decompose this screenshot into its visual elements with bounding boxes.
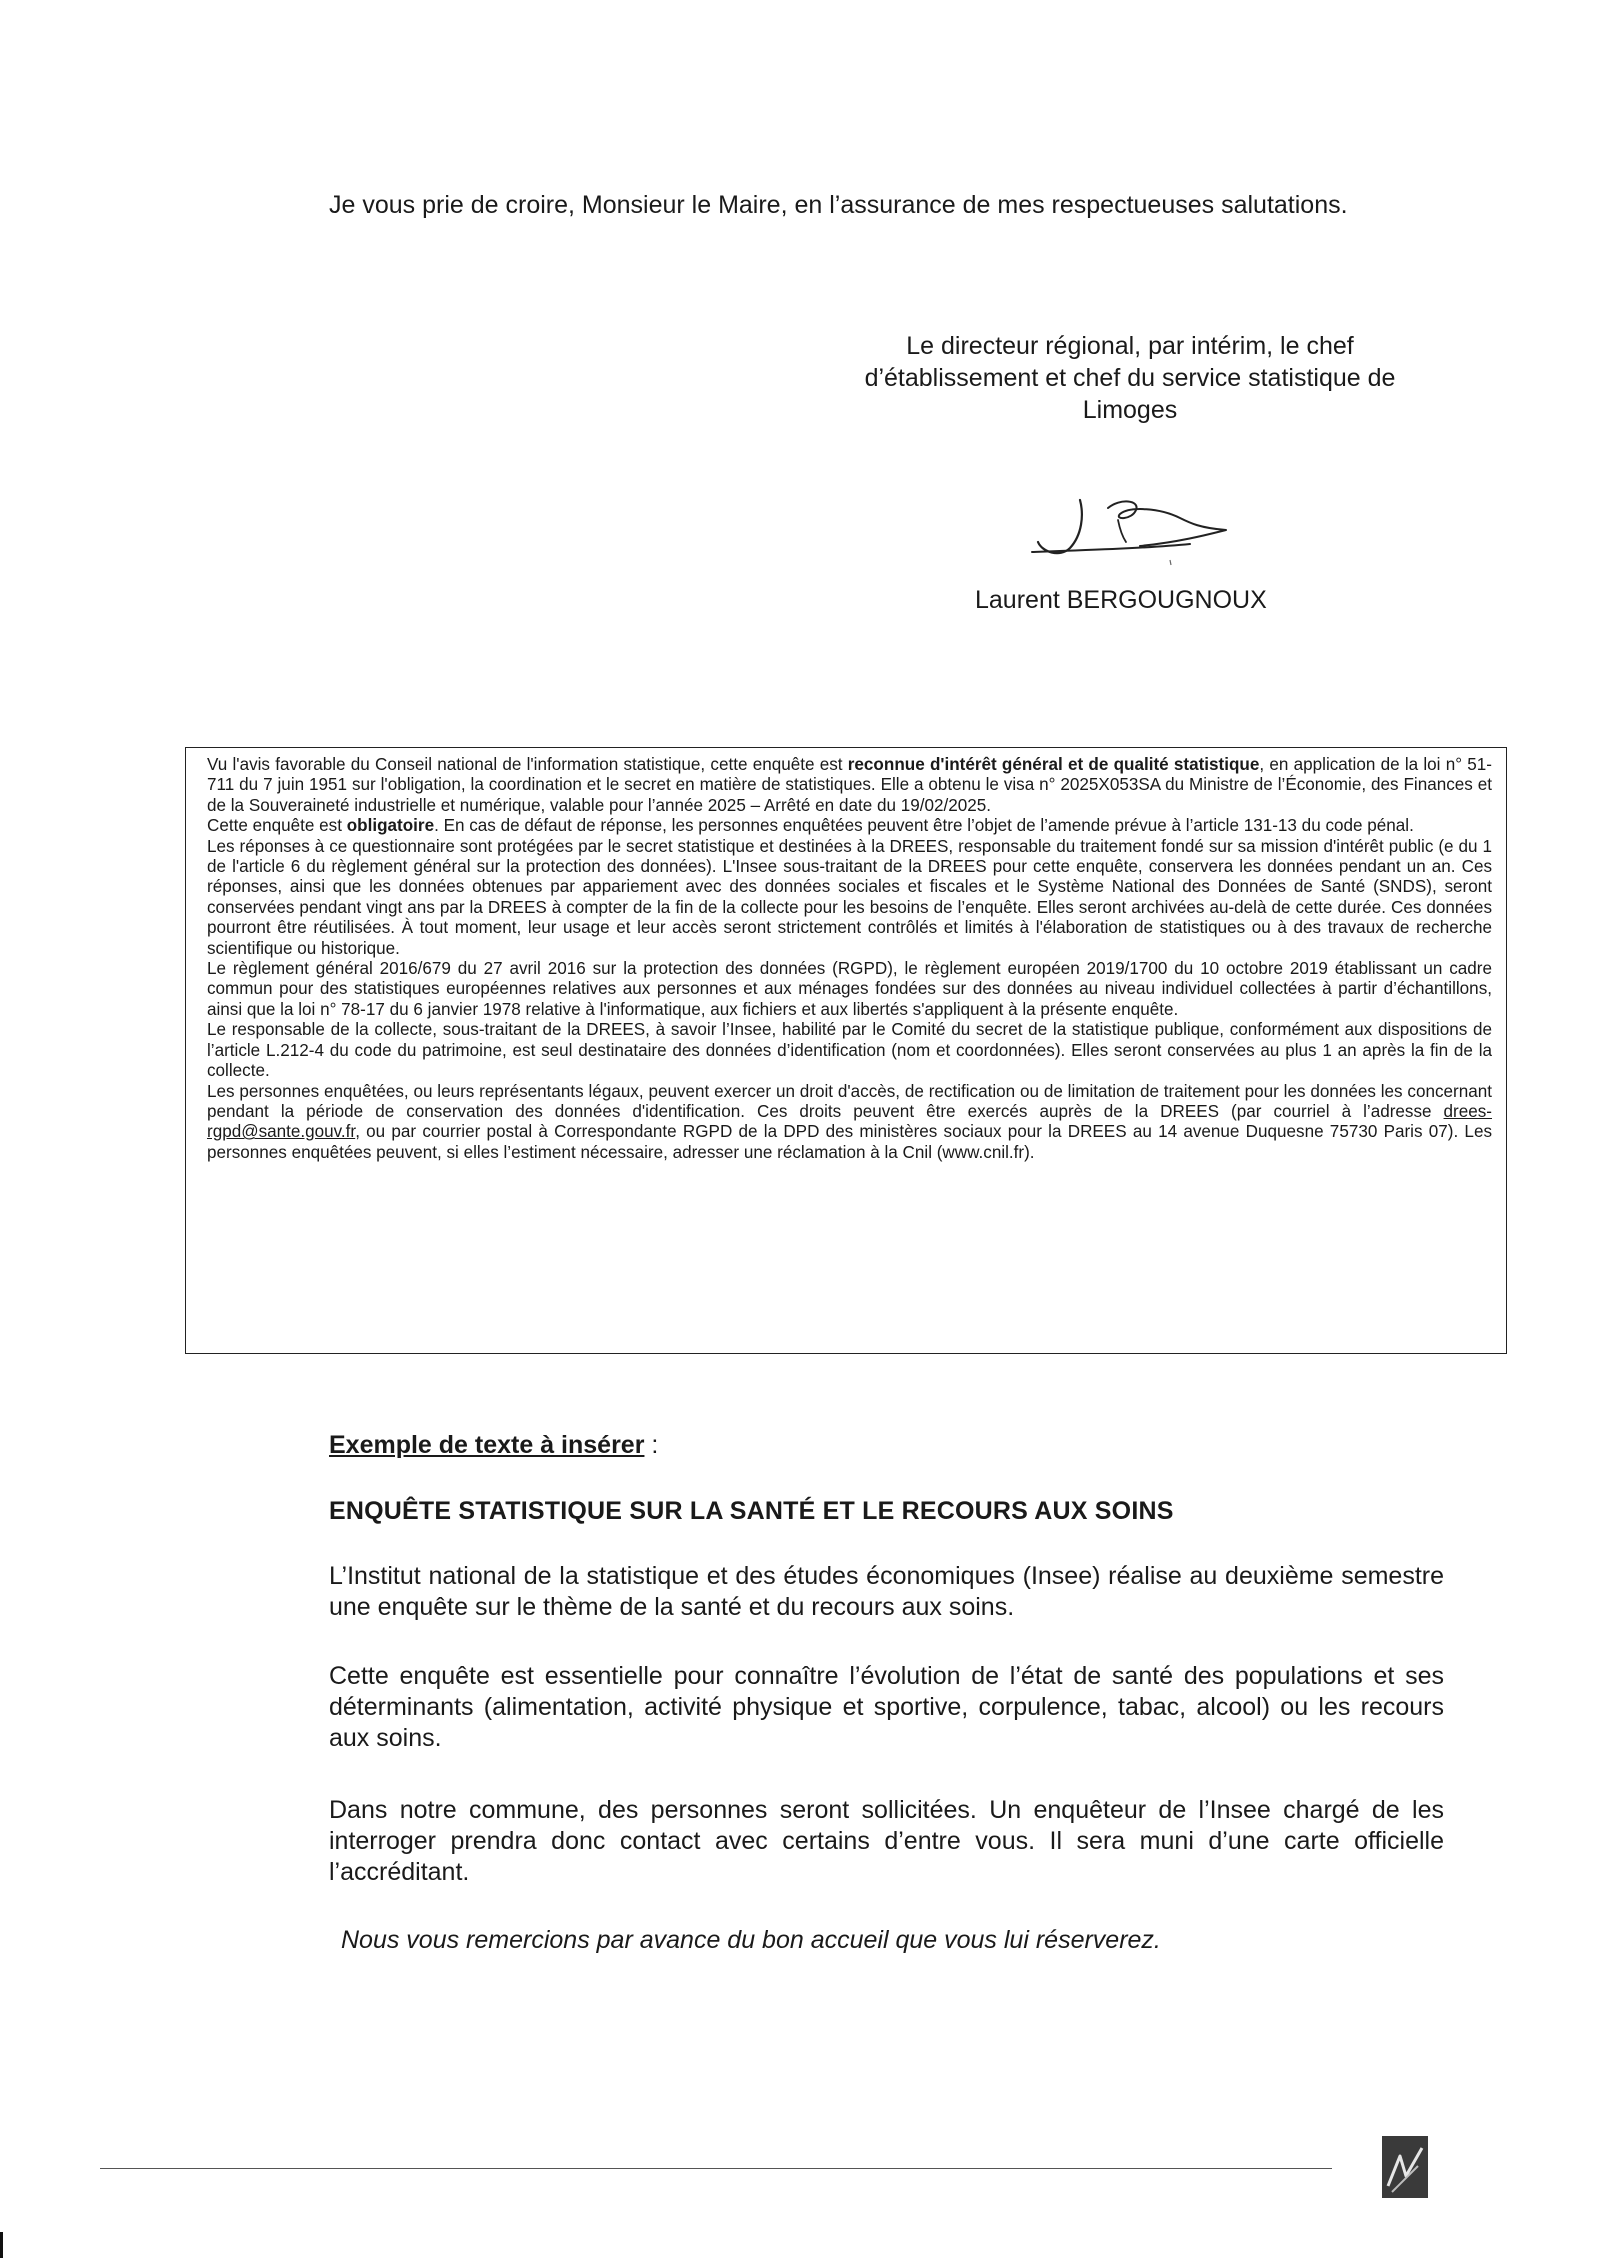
example-heading-suffix: : <box>644 1431 659 1459</box>
legal-paragraph <box>207 755 1492 816</box>
legal-paragraph: Les réponses à ce questionnaire sont protégées par le secret statistique et destinées à la DREES, responsable du traitement fondé sur sa mission d'intérêt public (e du 1 de l'article 6 du règlement général sur la protection des données). L'Insee sous-traitant de la DREES pour cette enquête, conservera les données pendant un an. Ces réponses, ainsi que les données obtenues par appariement avec des données sociales et fiscales et le Système National des Données de Santé (SNDS), seront conservées pendant vingt ans par la DREES à compter de la fin de la collecte pour les besoins de l’enquête. Elles seront archivées au-delà de cette durée. Ces données pourront être réutilisées. À tout moment, leur usage et leur accès seront strictement contrôlés et limités à l'élaboration de statistiques ou à des travaux de recherche scientifique ou historique. <box>207 836 1492 958</box>
signatory-title-line: Le directeur régional, par intérim, le chef <box>906 332 1354 360</box>
legal-text: , en application de la loi n° 51-711 du 7 juin 1951 sur l'obligation, la coordination et le secret en matière de statistiques. Elle a obtenu le visa n° 2025X053SA du Ministre de l’Économie, des Finances et de la Souveraineté industrielle et numérique, valable pour l’année 2025 – Arrêté en date du 19/02/2025. <box>207 755 1492 815</box>
legal-paragraph <box>207 1082 1492 1164</box>
handwritten-signature <box>1030 490 1240 570</box>
closing-formula: Je vous prie de croire, Monsieur le Maire, en l’assurance de mes respectueuses salutations. <box>329 191 1348 219</box>
example-heading <box>329 1430 929 1460</box>
footer-divider <box>100 2168 1332 2169</box>
example-paragraph: Dans notre commune, des personnes seront sollicitées. Un enquêteur de l’Insee chargé de les interroger prendra donc contact avec certains d’entre vous. Il sera muni d’une carte officielle l’accréditant. <box>329 1796 1444 1886</box>
legal-text: . En cas de défaut de réponse, les personnes enquêtées peuvent être l’objet de l’amende prévue à l’article 131-13 du code pénal. <box>434 816 1414 836</box>
legal-text: Vu l'avis favorable du Conseil national de l'information statistique, cette enquête est <box>207 755 848 774</box>
legal-text: Les personnes enquêtées, ou leurs représentants légaux, peuvent exercer un droit d'accès, de rectification ou de limitation de traitement pour les données les concernant pendant la période de conservation des données d'identification. Ces droits peuvent être exercés auprès de la DREES (par courriel à l’adresse <box>207 1081 1492 1121</box>
signatory-title-line: Limoges <box>1082 396 1178 424</box>
legal-paragraph: Le responsable de la collecte, sous-traitant de la DREES, à savoir l’Insee, habilité par le Comité du secret de la statistique publique, conformément aux dispositions de l’article L.212-4 du code du patrimoine, est seul destinataire des données d’identification (nom et coordonnées). Elles seront conservées au plus 1 an après la fin de la collecte. <box>207 1020 1492 1081</box>
scan-edge-mark <box>0 2232 3 2258</box>
signatory-title-line: d’établissement et chef du service statistique de <box>864 364 1396 392</box>
thanks-line: Nous vous remercions par avance du bon accueil que vous lui réserverez. <box>341 1926 1161 1954</box>
legal-bold-text: obligatoire <box>346 816 435 836</box>
legal-text: , ou par courrier postal à Correspondante RGPD de la DPD des ministères sociaux pour la DREES au 14 avenue Duquesne 75730 Paris 07). Les personnes enquêtées peuvent, si elles l’estiment nécessaire, adresser une réclamation à la Cnil (www.cnil.fr). <box>207 1122 1492 1162</box>
rgpd-email-link[interactable]: drees-rgpd@sante.gouv.fr <box>207 1101 1492 1142</box>
survey-title: ENQUÊTE STATISTIQUE SUR LA SANTÉ ET LE RECOURS AUX SOINS <box>329 1497 1174 1525</box>
legal-bold-text: reconnue d'intérêt général et de qualité statistique <box>847 755 1260 774</box>
example-paragraph: L’Institut national de la statistique et des études économiques (Insee) réalise au deuxième semestre une enquête sur le thème de la santé et du recours aux soins. <box>329 1562 1444 1621</box>
legal-notice-box <box>185 747 1507 1354</box>
legal-paragraph: Le règlement général 2016/679 du 27 avril 2016 sur la protection des données (RGPD), le règlement européen 2019/1700 du 10 octobre 2019 établissant un cadre commun pour des statistiques européennes relatives aux personnes et aux ménages fondées sur des données au niveau individuel collectées à partir d’échantillons, ainsi que la loi n° 78-17 du 6 janvier 1978 relative à l'informatique, aux fichiers et aux libertés s'appliquent à la présente enquête. <box>207 959 1492 1019</box>
footer-logo-icon <box>1382 2136 1428 2198</box>
signatory-title <box>820 330 1440 426</box>
signatory-name: Laurent BERGOUGNOUX <box>975 586 1267 614</box>
example-paragraph: Cette enquête est essentielle pour connaître l’évolution de l’état de santé des populations et ses déterminants (alimentation, activité physique et sportive, corpulence, tabac, alcool) ou les recours aux soins. <box>329 1662 1444 1752</box>
legal-text: Cette enquête est <box>207 816 347 836</box>
legal-paragraph <box>207 816 1492 836</box>
example-heading-label: Exemple de texte à insérer <box>329 1431 645 1459</box>
